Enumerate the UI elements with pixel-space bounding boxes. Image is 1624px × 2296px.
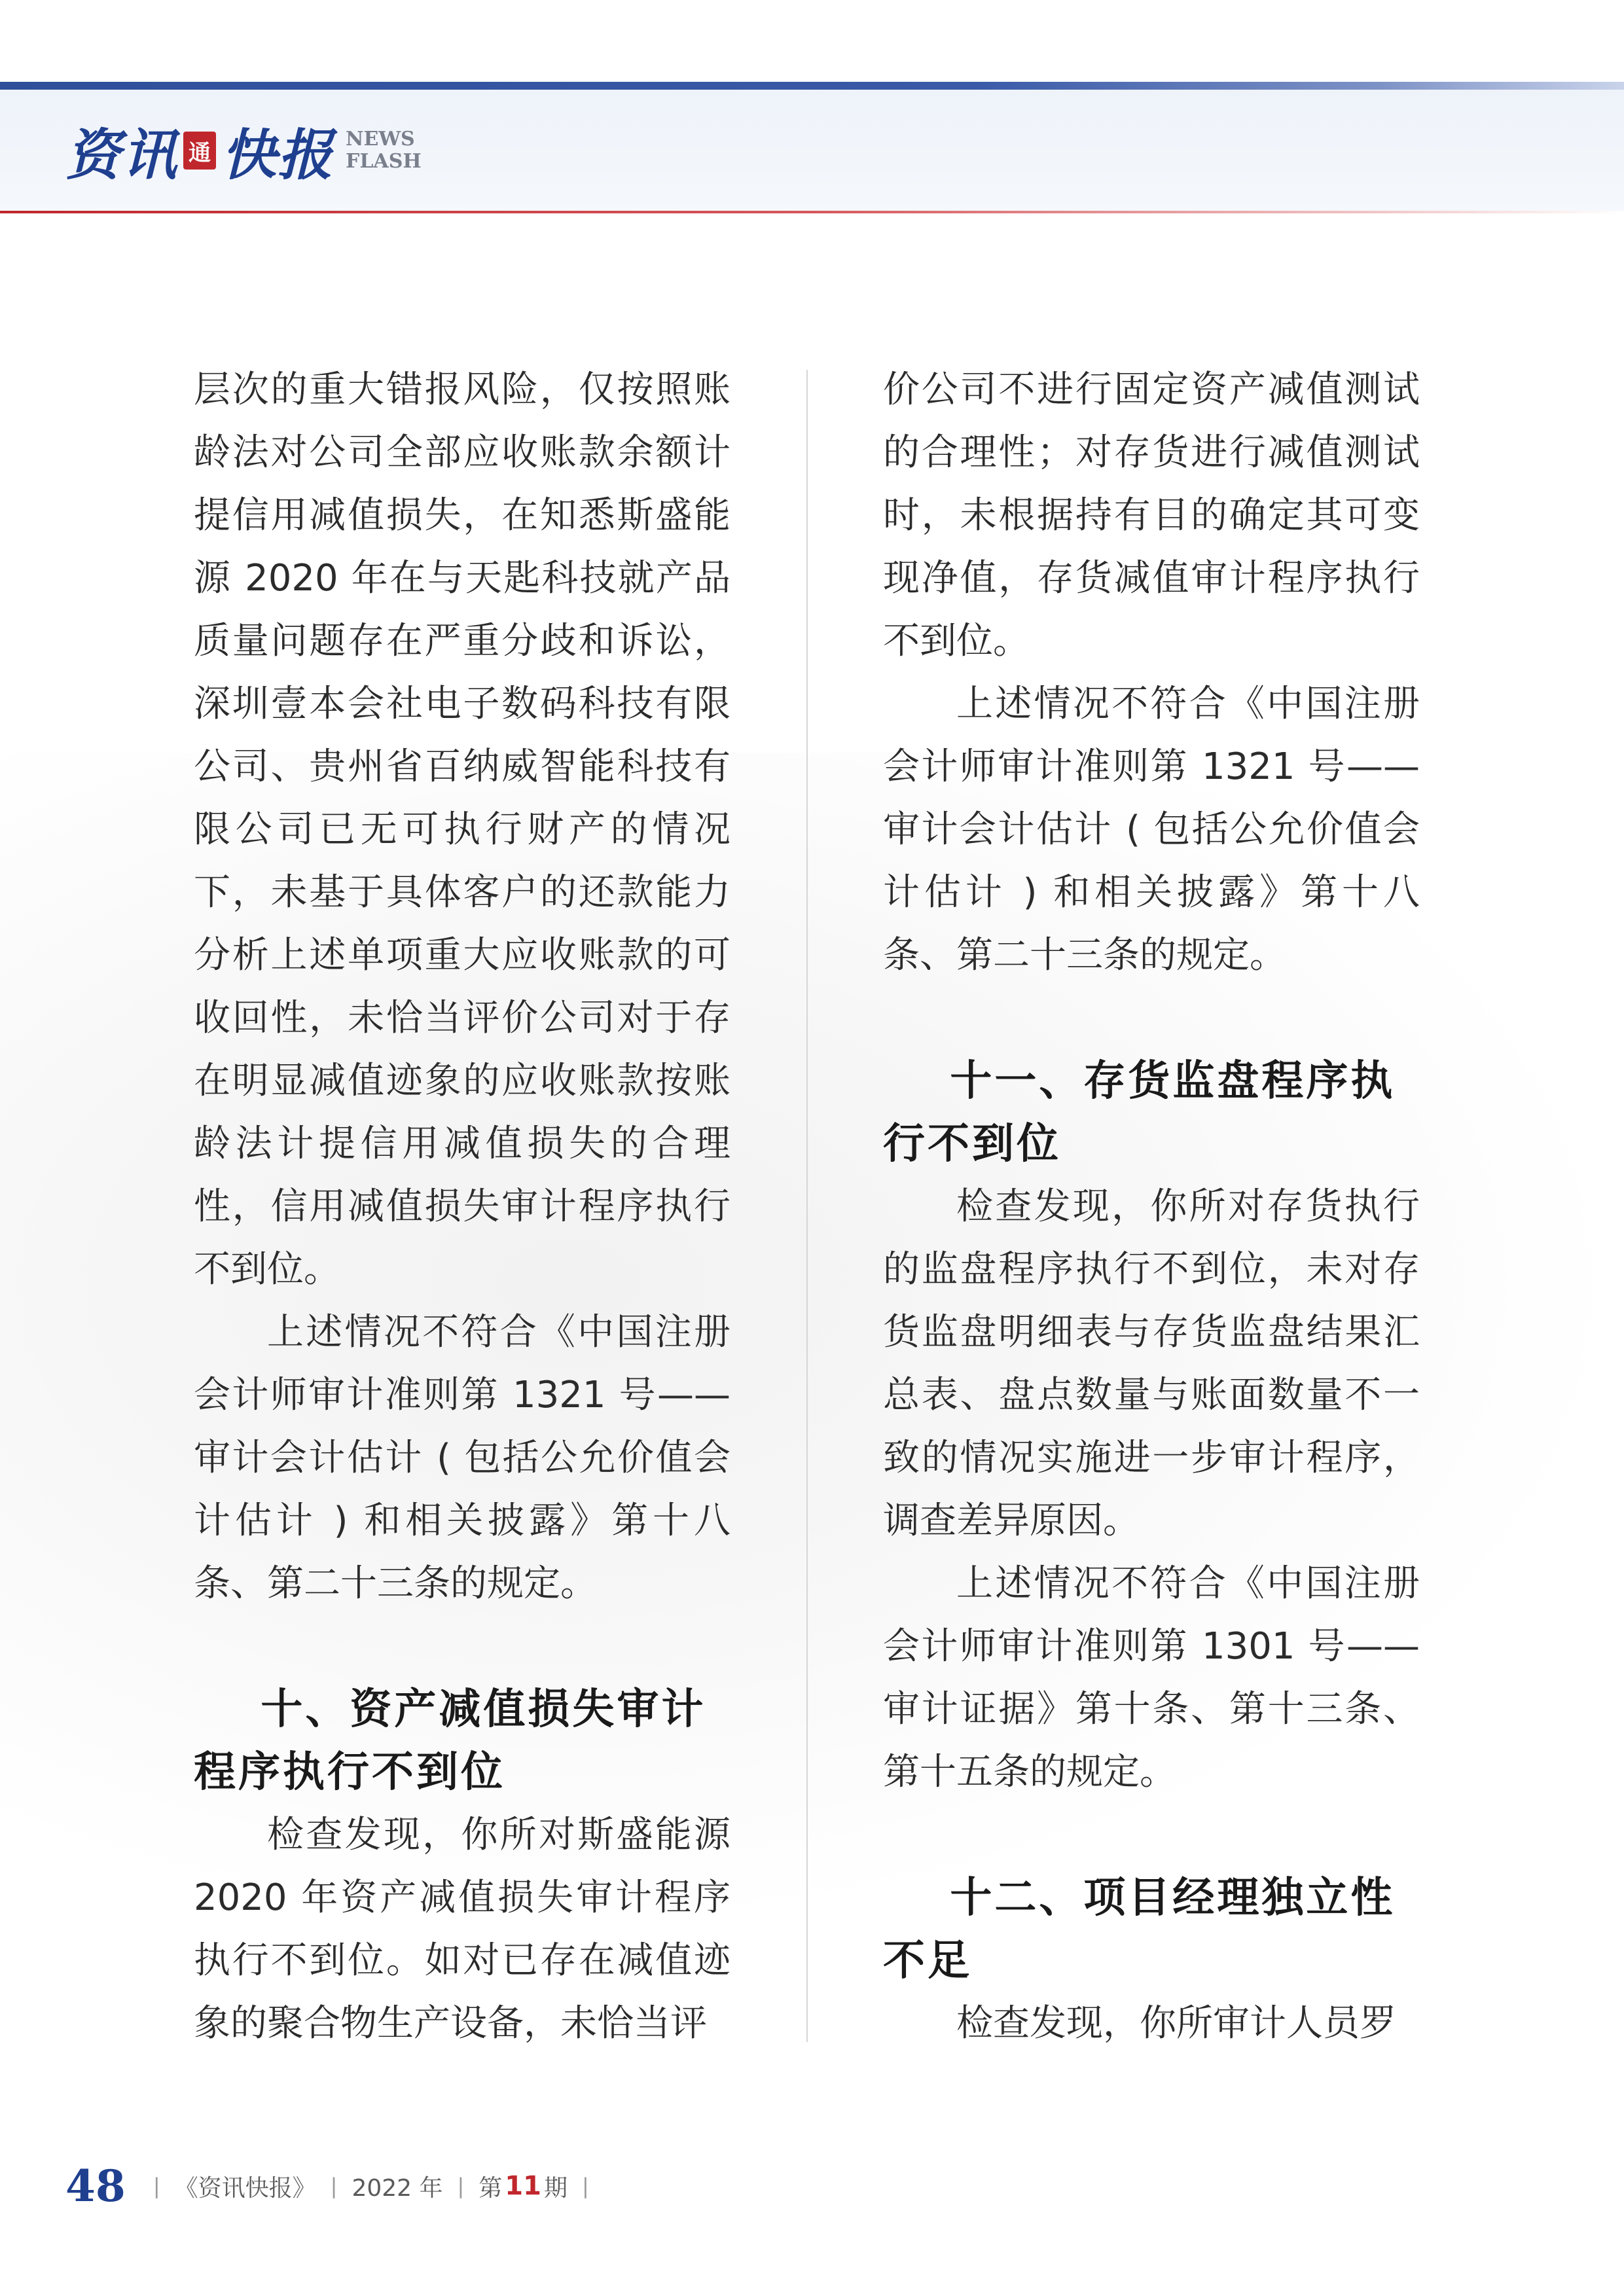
paragraph: 层次的重大错报风险，仅按照账龄法对公司全部应收账款余额计提信用减值损失，在知悉斯盛能源 2020 年在与天匙科技就产品质量问题存在严重分歧和诉讼，深圳壹本会社电子数码科技有限公司、贵州省百纳威智能科技有限公司已无可执行财产的情况下，未基于具体客户的还款能力分析上述单项重大应收账款的可收回性，未恰当评价公司对于存在明显减值迹象的应收账款按账龄法计提信用减值损失的合理性，信用减值损失审计程序执行不到位。 bbox=[194, 368, 731, 1291]
header-top-rule bbox=[0, 82, 1624, 90]
spacer bbox=[883, 987, 1420, 1050]
issue-number: 11 bbox=[505, 2171, 541, 2201]
masthead-logo bbox=[65, 111, 422, 190]
column-divider bbox=[806, 370, 808, 2042]
section-heading-12: 十二、项目经理独立性不足 bbox=[883, 1874, 1396, 1985]
footer-separator: | bbox=[330, 2174, 338, 2198]
header-red-rule bbox=[0, 211, 1624, 213]
left-column bbox=[194, 359, 731, 2055]
issue-suffix: 期 bbox=[543, 2174, 568, 2202]
logo-text-part2: 快报 bbox=[221, 122, 334, 187]
paragraph: 上述情况不符合《中国注册会计师审计准则第 1301 号——审计证据》第十条、第十三条、第十五条的规定。 bbox=[883, 1562, 1420, 1793]
section-heading-11: 十一、存货监盘程序执行不到位 bbox=[883, 1057, 1396, 1168]
right-column bbox=[883, 359, 1420, 2055]
spacer bbox=[883, 1804, 1420, 1867]
logo-english-line2: FLASH bbox=[346, 150, 422, 173]
logo-english-line1: NEWS bbox=[346, 128, 415, 151]
paragraph: 检查发现，你所对斯盛能源 2020 年资产减值损失审计程序执行不到位。如对已存在减值迹象的聚合物生产设备，未恰当评 bbox=[194, 1814, 731, 2045]
spacer bbox=[194, 1615, 731, 1678]
issue-prefix: 第 bbox=[478, 2174, 503, 2202]
footer-separator: | bbox=[581, 2174, 589, 2198]
paragraph: 上述情况不符合《中国注册会计师审计准则第 1321 号——审计会计估计 ( 包括公允价值会计估计 ) 和相关披露》第十八条、第二十三条的规定。 bbox=[194, 1311, 731, 1605]
page-number: 48 bbox=[65, 2161, 126, 2212]
footer-separator: | bbox=[153, 2174, 160, 2198]
section-heading-10: 十、资产减值损失审计程序执行不到位 bbox=[194, 1685, 706, 1797]
paragraph: 检查发现，你所审计人员罗 bbox=[956, 2002, 1396, 2045]
logo-text-part1: 资讯 bbox=[65, 122, 179, 187]
logo-seal-icon: 通 bbox=[183, 132, 216, 170]
page-footer bbox=[65, 2160, 604, 2212]
paragraph: 上述情况不符合《中国注册会计师审计准则第 1321 号——审计会计估计 ( 包括公允价值会计估计 ) 和相关披露》第十八条、第二十三条的规定。 bbox=[883, 683, 1420, 977]
publication-name: 《资讯快报》 bbox=[174, 2174, 316, 2202]
footer-separator: | bbox=[457, 2174, 465, 2198]
paragraph: 价公司不进行固定资产减值测试的合理性；对存货进行减值测试时，未根据持有目的确定其可变现净值，存货减值审计程序执行不到位。 bbox=[883, 368, 1420, 662]
logo-english bbox=[346, 128, 422, 173]
publication-year: 2022 年 bbox=[352, 2174, 443, 2202]
paragraph: 检查发现，你所对存货执行的监盘程序执行不到位，未对存货监盘明细表与存货监盘结果汇总表、盘点数量与账面数量不一致的情况实施进一步审计程序，调查差异原因。 bbox=[883, 1185, 1420, 1542]
